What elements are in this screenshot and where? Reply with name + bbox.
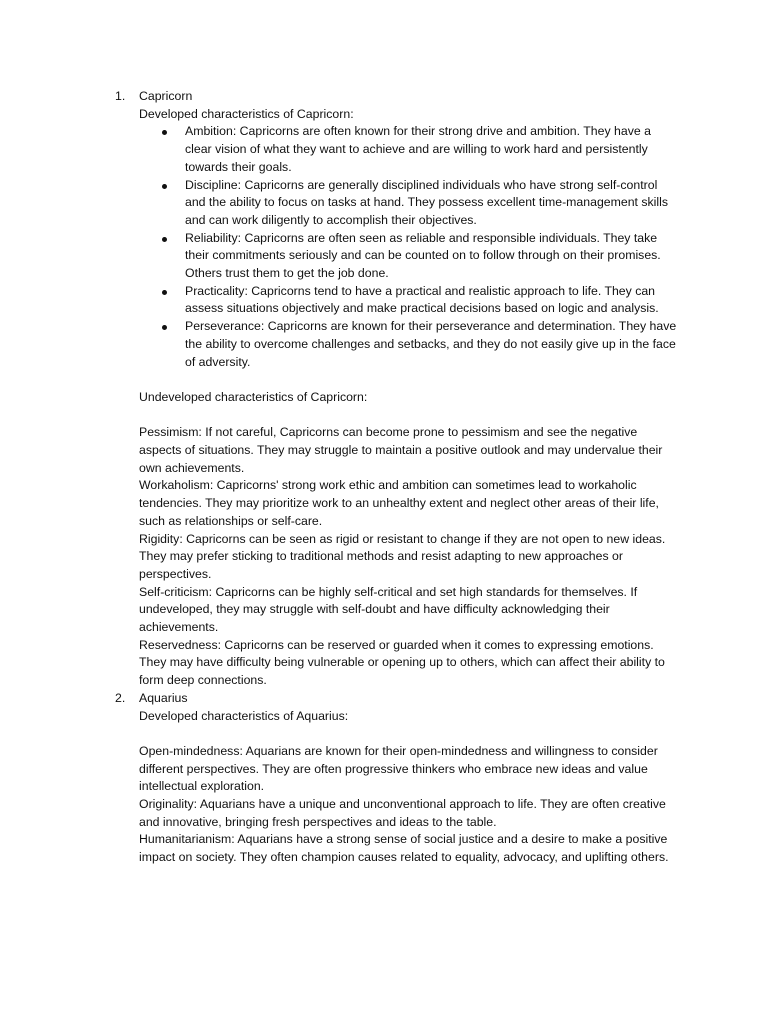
bullet-icon — [162, 237, 167, 242]
paragraph: Rigidity: Capricorns can be seen as rigid or resistant to change if they are not open to new ideas. They may prefer sticking to traditional methods and resist adapting to new approaches or perspectives. — [139, 531, 666, 581]
developed-heading: Developed characteristics of Capricorn: — [139, 106, 354, 121]
section-title: Capricorn — [139, 89, 193, 103]
section-aquarius — [115, 690, 680, 867]
paragraph: Humanitarianism: Aquarians have a strong sense of social justice and a desire to make a positive impact on society. They often champion causes related to equality, advocacy, and uplifting others. — [139, 832, 669, 865]
section-capricorn — [115, 88, 680, 690]
list-item — [139, 123, 680, 176]
developed-heading: Developed characteristics of Aquarius: — [139, 708, 349, 723]
section-title: Aquarius — [139, 690, 188, 705]
document-body — [115, 88, 680, 867]
list-item — [139, 230, 680, 283]
list-item — [139, 177, 680, 230]
bullet-icon — [162, 184, 167, 189]
undeveloped-heading: Undeveloped characteristics of Capricorn: — [139, 389, 368, 404]
bullet-icon — [162, 325, 167, 330]
spacer — [139, 407, 680, 425]
paragraph: Pessimism: If not careful, Capricorns can become prone to pessimism and see the negative aspects of situations. They may struggle to maintain a positive outlook and may undervalue their own achievements. — [139, 425, 663, 475]
bullet-icon — [162, 290, 167, 295]
list-item — [139, 318, 680, 371]
section-number: 1. — [115, 89, 126, 103]
spacer — [139, 371, 680, 389]
developed-list — [139, 123, 680, 371]
spacer — [139, 725, 680, 743]
list-item-text: Practicality: Capricorns tend to have a practical and realistic approach to life. They can assess situations objectively and make practical decisions based on logic and analysis. — [185, 283, 659, 316]
paragraph: Originality: Aquarians have a unique and unconventional approach to life. They are often creative and innovative, bringing fresh perspectives and ideas to the table. — [139, 797, 666, 829]
list-item-text: Ambition: Capricorns are often known for their strong drive and ambition. They have a clear vision of what they want to achieve and are willing to work hard and persistently towards their goals. — [185, 124, 651, 174]
paragraph: Open-mindedness: Aquarians are known for their open-mindedness and willingness to consider different perspectives. They are often progressive thinkers who embrace new ideas and value intellectual exploration. — [139, 743, 658, 794]
list-item-text: Discipline: Capricorns are generally disciplined individuals who have strong self-control and the ability to focus on tasks at hand. They possess excellent time-management skills and can work diligently to accomplish their objectives. — [185, 177, 669, 227]
list-item-text: Reliability: Capricorns are often seen as reliable and responsible individuals. They take their commitments seriously and can be counted on to follow through on their promises. Others trust them to get the job done. — [185, 230, 661, 281]
section-number: 2. — [115, 690, 126, 705]
paragraph: Self-criticism: Capricorns can be highly self-critical and set high standards for themselves. If undeveloped, they may struggle with self-doubt and have difficulty acknowledging their achievements. — [139, 584, 638, 635]
bullet-icon — [162, 130, 167, 135]
list-item-text: Perseverance: Capricorns are known for their perseverance and determination. They have the ability to overcome challenges and setbacks, and they do not easily give up in the face of adversity. — [185, 319, 677, 369]
paragraph: Reservedness: Capricorns can be reserved or guarded when it comes to expressing emotions. They may have difficulty being vulnerable or opening up to others, which can affect their ability to form deep connections. — [139, 637, 665, 688]
paragraph: Workaholism: Capricorns' strong work ethic and ambition can sometimes lead to workaholic tendencies. They may prioritize work to an unhealthy extent and neglect other areas of their life, such as relationships or self-care. — [139, 478, 659, 528]
list-item — [139, 283, 680, 318]
